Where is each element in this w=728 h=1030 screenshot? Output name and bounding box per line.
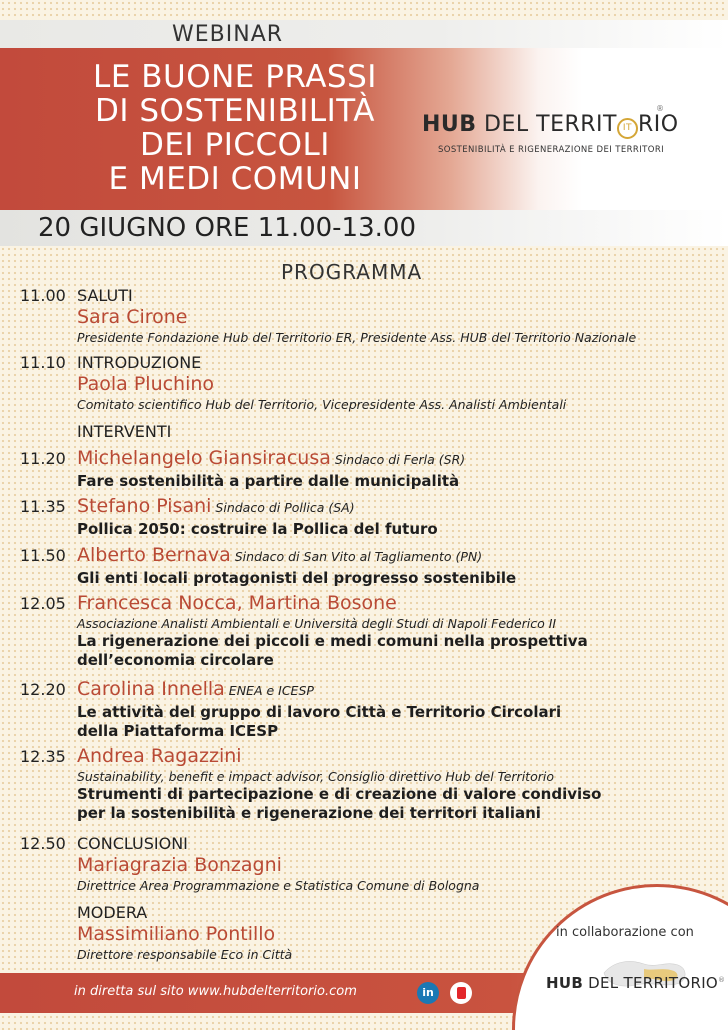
speaker-affiliation: Comitato scientifico Hub del Territorio, Vicepresidente Ass. Analisti Ambientali xyxy=(77,397,567,412)
logo-territ: TERRIT xyxy=(536,112,617,137)
speaker-affiliation: Sindaco di San Vito al Tagliamento (PN) xyxy=(234,549,483,564)
item-time: 11.10 xyxy=(20,353,66,372)
linkedin-icon[interactable]: in xyxy=(417,982,439,1004)
speaker-name xyxy=(77,446,717,472)
speaker-affiliation: Direttore responsabile Eco in Città xyxy=(77,947,293,962)
item-time: 12.05 xyxy=(20,594,66,613)
talk-title-line: per la sostenibilità e rigenerazione dei territori italiani xyxy=(77,804,541,822)
speaker-name: Mariagrazia Bonzagni xyxy=(77,854,282,876)
talk-title-line: della Piattaforma ICESP xyxy=(77,722,279,740)
logo-registered: ® xyxy=(656,104,664,113)
live-stream-link[interactable]: in diretta sul sito www.hubdelterritorio.com xyxy=(74,984,357,999)
speaker-name-text: Stefano Pisani xyxy=(77,495,212,517)
collaboration-label: in collaborazione con xyxy=(556,925,694,940)
item-time: 11.35 xyxy=(20,497,66,516)
collab-logo-hub: HUB xyxy=(546,974,584,992)
collab-logo-registered: ® xyxy=(718,976,726,984)
title-line-2: DI SOSTENIBILITÀ xyxy=(94,93,376,129)
webinar-label: WEBINAR xyxy=(172,22,284,47)
event-date: 20 GIUGNO ORE 11.00-13.00 xyxy=(38,213,416,243)
speaker-affiliation: Direttrice Area Programmazione e Statistica Comune di Bologna xyxy=(77,878,480,893)
logo-del: DEL xyxy=(476,112,529,137)
speaker-affiliation: Associazione Analisti Ambientali e Università degli Studi di Napoli Federico II xyxy=(77,616,557,631)
item-time: 12.50 xyxy=(20,834,66,853)
talk-title-line: dell’economia circolare xyxy=(77,651,274,669)
youtube-play-icon xyxy=(457,987,466,999)
talk-title-line: Le attività del gruppo di lavoro Città e Territorio Circolari xyxy=(77,703,562,721)
speaker-name: Francesca Nocca, Martina Bosone xyxy=(77,592,397,614)
talk-title: Fare sostenibilità a partire dalle municipalità xyxy=(77,472,460,490)
item-time: 11.50 xyxy=(20,546,66,565)
talk-title-line: Strumenti di partecipazione e di creazione di valore condiviso xyxy=(77,785,602,803)
collab-hub-logo xyxy=(546,974,725,992)
speaker-affiliation: Sustainability, benefit e impact advisor, Consiglio direttivo Hub del Territorio xyxy=(77,769,554,784)
item-time: 12.20 xyxy=(20,680,66,699)
title-line-3: DEI PICCOLI xyxy=(140,127,330,163)
title-line-1: LE BUONE PRASSI xyxy=(93,59,377,95)
speaker-name: Paola Pluchino xyxy=(77,373,215,395)
hub-logo xyxy=(422,112,679,139)
speaker-name: Sara Cirone xyxy=(77,306,188,328)
logo-hub: HUB xyxy=(422,112,477,137)
speaker-affiliation: ENEA e ICESP xyxy=(228,683,314,698)
speaker-name xyxy=(77,543,717,569)
talk-title-line: La rigenerazione dei piccoli e medi comuni nella prospettiva xyxy=(77,632,588,650)
youtube-icon[interactable] xyxy=(450,982,472,1004)
speaker-name xyxy=(77,494,717,520)
speaker-affiliation: Sindaco di Pollica (SA) xyxy=(215,500,355,515)
item-section: CONCLUSIONI xyxy=(77,834,188,853)
item-section: SALUTI xyxy=(77,286,133,305)
talk-title: Pollica 2050: costruire la Pollica del futuro xyxy=(77,520,438,538)
speaker-name xyxy=(77,677,717,703)
logo-rio: RIO xyxy=(637,112,679,137)
talk-title: Gli enti locali protagonisti del progresso sostenibile xyxy=(77,569,517,587)
item-time: 11.00 xyxy=(20,286,66,305)
item-time: 11.20 xyxy=(20,449,66,468)
item-section: INTERVENTI xyxy=(77,422,172,441)
speaker-name-text: Alberto Bernava xyxy=(77,544,231,566)
logo-it-badge: IT xyxy=(617,118,638,139)
program-heading: PROGRAMMA xyxy=(281,260,423,284)
item-section: MODERA xyxy=(77,903,148,922)
logo-subtitle: SOSTENIBILITÀ E RIGENERAZIONE DEI TERRITORI xyxy=(438,145,665,155)
collab-logo-rest: DEL TERRITORIO xyxy=(583,974,719,992)
item-section: INTRODUZIONE xyxy=(77,353,202,372)
item-time: 12.35 xyxy=(20,747,66,766)
webinar-band xyxy=(0,20,728,48)
speaker-name-text: Michelangelo Giansiracusa xyxy=(77,447,331,469)
speaker-name-text: Carolina Innella xyxy=(77,678,225,700)
speaker-name: Massimiliano Pontillo xyxy=(77,923,276,945)
speaker-affiliation: Sindaco di Ferla (SR) xyxy=(334,452,466,467)
speaker-affiliation: Presidente Fondazione Hub del Territorio ER, Presidente Ass. HUB del Territorio Nazionale xyxy=(77,330,637,345)
title-line-4: E MEDI COMUNI xyxy=(108,161,362,197)
speaker-name: Andrea Ragazzini xyxy=(77,745,242,767)
